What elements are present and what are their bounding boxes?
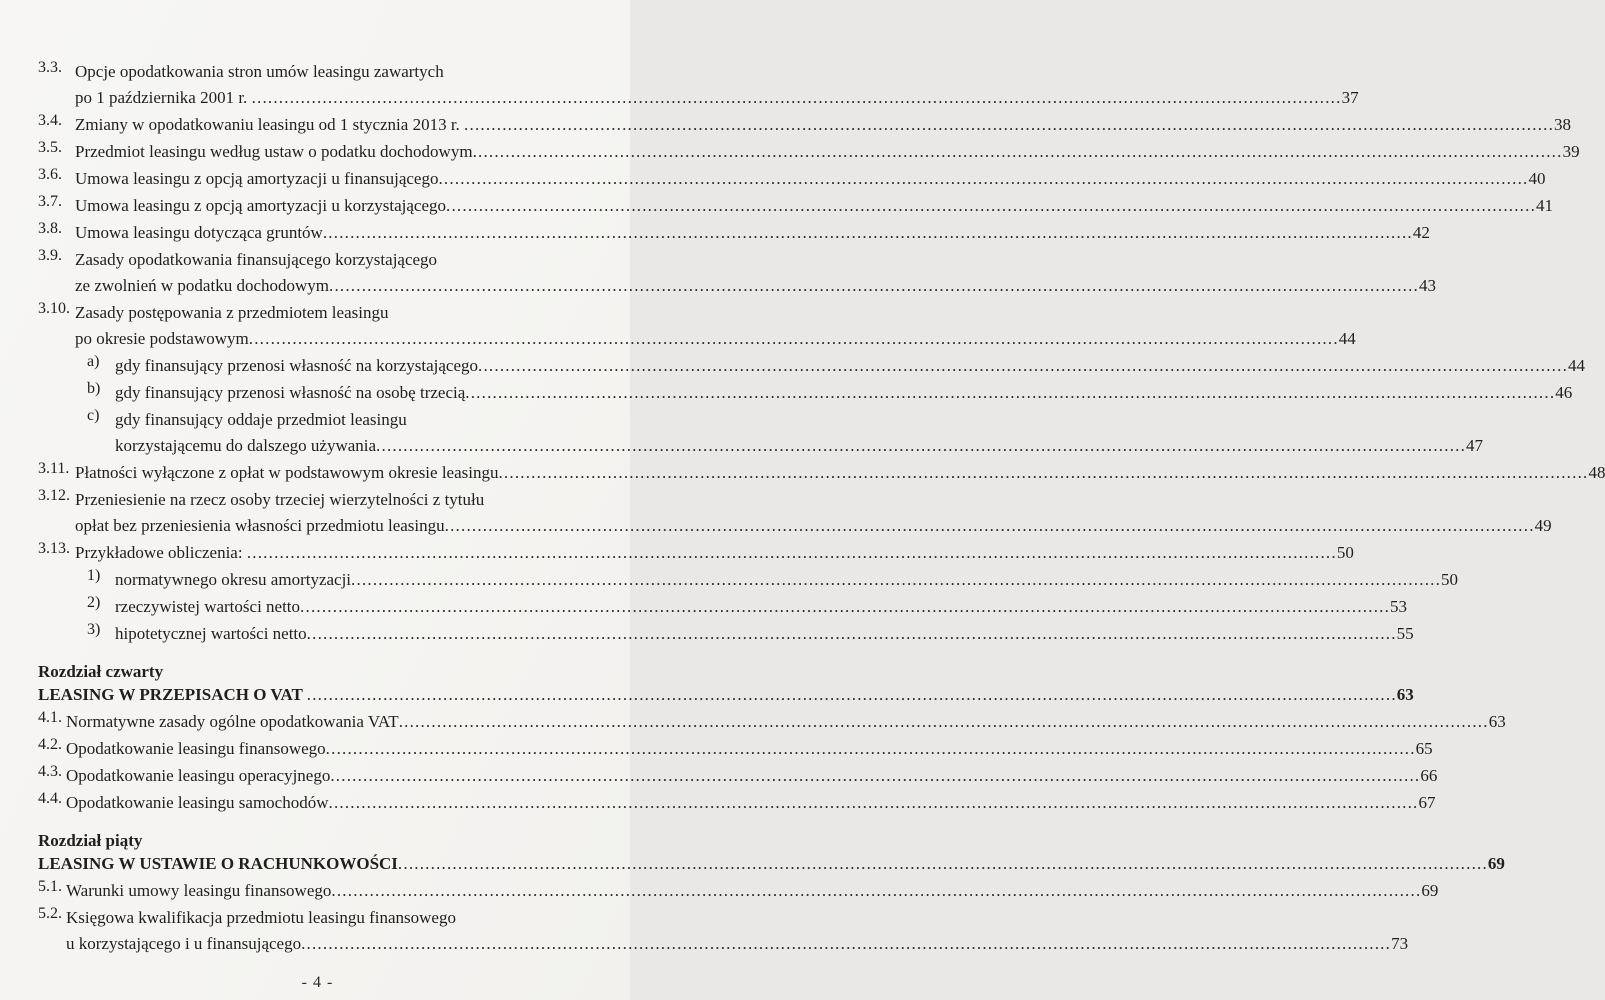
entry-number: 3.10.: [38, 300, 70, 317]
page-number: 55: [1396, 624, 1414, 643]
toc-entry: [38, 736, 1433, 762]
entry-line: Przeniesienie na rzecz osoby trzeciej wierzytelności z tytułu: [75, 490, 485, 509]
dot-leader: ........................................................................................................................................................................................................: [465, 383, 1556, 402]
entry-line: Zasady opodatkowania finansującego korzystającego: [75, 250, 438, 269]
entry-number: 3.12.: [38, 487, 70, 504]
page-number: 48: [1588, 463, 1605, 482]
dot-leader: ........................................................................................................................................................................................................: [306, 624, 1397, 643]
entry-lastline: [75, 139, 1580, 165]
toc-entry: [38, 59, 1359, 111]
page-number: 44: [1338, 329, 1356, 348]
page-number: 65: [1415, 739, 1433, 758]
chapter-label: Rozdział piąty: [38, 831, 143, 850]
entry-lastline: [75, 513, 1552, 539]
entry-lastline: [66, 878, 1439, 904]
dot-leader: ........................................................................................................................................................................................................: [306, 685, 1397, 704]
entry-text: Opodatkowanie leasingu operacyjnego: [66, 766, 331, 785]
entry-text: po 1 października 2001 r.: [75, 88, 252, 107]
entry-number: b): [87, 380, 101, 397]
toc-entry: [38, 300, 1356, 352]
entry-lastline: [75, 460, 1605, 486]
page-number: 69: [1421, 881, 1439, 900]
toc-entry: [38, 247, 1436, 299]
entry-number: 2): [87, 594, 101, 611]
chapter-title-row: [38, 852, 1505, 875]
entry-number: 3.8.: [38, 220, 62, 237]
entry-text: normatywnego okresu amortyzacji: [115, 570, 352, 589]
dot-leader: ........................................................................................................................................................................................................: [322, 223, 1413, 242]
dot-leader: ........................................................................................................................................................................................................: [330, 766, 1421, 785]
dot-leader: ........................................................................................................................................................................................................: [251, 88, 1342, 107]
dot-leader: ........................................................................................................................................................................................................: [376, 436, 1467, 455]
entry-number: a): [87, 353, 100, 370]
chapter-title-row: [38, 683, 1414, 706]
dot-leader: ........................................................................................................................................................................................................: [246, 543, 1337, 562]
toc-entry: [38, 460, 1605, 486]
entry-lastline: [115, 567, 1459, 593]
entry-line: gdy finansujący oddaje przedmiot leasingu: [115, 410, 407, 429]
entry-number: 1): [87, 567, 101, 584]
entry-number: 3.4.: [38, 112, 62, 129]
entry-body: [115, 353, 1586, 379]
entry-text: korzystającemu do dalszego używania: [115, 436, 377, 455]
entry-line: Opcje opodatkowania stron umów leasingu zawartych: [75, 62, 444, 81]
entry-text: Opodatkowanie leasingu finansowego: [66, 739, 326, 758]
entry-body: [75, 487, 1552, 539]
dot-leader: ........................................................................................................................................................................................................: [398, 712, 1489, 731]
page-number: 47: [1466, 436, 1484, 455]
entry-lastline: [115, 621, 1414, 647]
entry-lastline: [66, 709, 1506, 735]
entry-body: [75, 112, 1572, 138]
page-number: 50: [1441, 570, 1459, 589]
entry-number: 4.2.: [38, 736, 62, 753]
dot-leader: ........................................................................................................................................................................................................: [444, 516, 1535, 535]
toc-entry: [38, 763, 1438, 789]
dot-leader: ........................................................................................................................................................................................................: [300, 597, 1391, 616]
page-number: 49: [1534, 516, 1552, 535]
dot-leader: ........................................................................................................................................................................................................: [438, 169, 1529, 188]
page-number: 41: [1536, 196, 1554, 215]
entry-number: 3.9.: [38, 247, 62, 264]
toc-entry: [38, 193, 1554, 219]
dot-leader: ........................................................................................................................................................................................................: [328, 793, 1419, 812]
entry-text: gdy finansujący przenosi własność na korzystającego: [115, 356, 479, 375]
entry-body: [75, 166, 1546, 192]
page-number: 46: [1555, 383, 1573, 402]
entry-text: Normatywne zasady ogólne opodatkowania VAT: [66, 712, 399, 731]
toc-entry: [38, 567, 1459, 593]
entry-lastline: [75, 273, 1436, 299]
dot-leader: ........................................................................................................................................................................................................: [464, 115, 1555, 134]
toc-entry: [38, 709, 1506, 735]
toc-entry: [38, 621, 1414, 647]
toc-entry: [38, 594, 1408, 620]
entry-body: [115, 567, 1459, 593]
chapter-page-number: 63: [1396, 685, 1414, 704]
entry-lastline: [75, 540, 1354, 566]
page-number: 63: [1488, 712, 1506, 731]
entry-body: [66, 736, 1433, 762]
entry-body: [75, 540, 1354, 566]
entry-body: [75, 300, 1356, 352]
entry-body: [66, 905, 1409, 957]
entry-body: [66, 878, 1439, 904]
toc-entry: [38, 407, 1484, 459]
toc-entry: [38, 353, 1586, 379]
toc-entry: [38, 878, 1439, 904]
page-footer: - 4 -: [301, 974, 334, 991]
entry-body: [75, 139, 1580, 165]
entry-body: [66, 709, 1506, 735]
entry-body: [115, 594, 1408, 620]
dot-leader: ........................................................................................................................................................................................................: [325, 739, 1416, 758]
entry-body: [75, 460, 1605, 486]
toc-entry: [38, 905, 1409, 957]
entry-lastline: [66, 790, 1436, 816]
dot-leader: ........................................................................................................................................................................................................: [331, 881, 1422, 900]
entry-lastline: [66, 736, 1433, 762]
entry-lastline: [115, 594, 1408, 620]
entry-line: Zasady postępowania z przedmiotem leasingu: [75, 303, 389, 322]
entry-line: Księgowa kwalifikacja przedmiotu leasingu finansowego: [66, 908, 456, 927]
entry-lastline: [75, 326, 1356, 352]
entry-number: 3.6.: [38, 166, 62, 183]
page-number: 67: [1418, 793, 1436, 812]
entry-text: Zmiany w opodatkowaniu leasingu od 1 stycznia 2013 r.: [75, 115, 465, 134]
entry-body: [115, 380, 1573, 406]
entry-number: 4.4.: [38, 790, 62, 807]
entry-text: Przykładowe obliczenia:: [75, 543, 247, 562]
page-number: 42: [1412, 223, 1430, 242]
entry-text: ze zwolnień w podatku dochodowym: [75, 276, 329, 295]
entry-number: 4.1.: [38, 709, 62, 726]
page-number: 50: [1336, 543, 1354, 562]
page-number: 53: [1390, 597, 1408, 616]
entry-number: 3.11.: [38, 460, 70, 477]
entry-number: 3.13.: [38, 540, 70, 557]
page-number: 73: [1391, 934, 1409, 953]
entry-lastline: [115, 353, 1586, 379]
entry-text: Opodatkowanie leasingu samochodów: [66, 793, 329, 812]
entry-text: opłat bez przeniesienia własności przedmiotu leasingu: [75, 516, 445, 535]
toc-entry: [38, 487, 1552, 539]
entry-lastline: [75, 220, 1430, 246]
dot-leader: ........................................................................................................................................................................................................: [397, 854, 1488, 873]
entry-lastline: [75, 85, 1359, 111]
entry-body: [115, 621, 1414, 647]
dot-leader: ........................................................................................................................................................................................................: [498, 463, 1589, 482]
chapter-title: LEASING W PRZEPISACH O VAT: [38, 685, 307, 704]
dot-leader: ........................................................................................................................................................................................................: [301, 934, 1392, 953]
entry-lastline: [75, 193, 1554, 219]
chapter-title: LEASING W USTAWIE O RACHUNKOWOŚCI: [38, 854, 398, 873]
toc-entry: [38, 166, 1546, 192]
entry-lastline: [66, 763, 1438, 789]
page-number: 38: [1554, 115, 1572, 134]
entry-text: rzeczywistej wartości netto: [115, 597, 301, 616]
entry-text: Przedmiot leasingu według ustaw o podatku dochodowym: [75, 142, 473, 161]
toc-chapter: [38, 660, 1414, 706]
entry-body: [115, 407, 1484, 459]
toc-entry: [38, 220, 1430, 246]
entry-lastline: [75, 112, 1572, 138]
entry-lastline: [75, 166, 1546, 192]
page-number: 43: [1419, 276, 1436, 295]
page-number: 39: [1562, 142, 1580, 161]
chapter-page-number: 69: [1487, 854, 1505, 873]
entry-body: [75, 247, 1436, 299]
entry-number: c): [87, 407, 100, 424]
entry-lastline: [66, 931, 1409, 957]
entry-text: gdy finansujący przenosi własność na osobę trzecią: [115, 383, 466, 402]
entry-body: [75, 59, 1359, 111]
toc-entry: [38, 790, 1436, 816]
entry-lastline: [115, 380, 1573, 406]
toc-chapter: [38, 829, 1505, 875]
entry-number: 4.3.: [38, 763, 62, 780]
toc-list: [38, 59, 1605, 957]
entry-text: Umowa leasingu dotycząca gruntów: [75, 223, 323, 242]
entry-text: Umowa leasingu z opcją amortyzacji u korzystającego: [75, 196, 447, 215]
dot-leader: ........................................................................................................................................................................................................: [329, 276, 1419, 295]
dot-leader: ........................................................................................................................................................................................................: [478, 356, 1569, 375]
entry-body: [66, 763, 1438, 789]
entry-number: 5.1.: [38, 878, 62, 895]
entry-number: 3): [87, 621, 101, 638]
entry-number: 3.5.: [38, 139, 62, 156]
entry-body: [75, 220, 1430, 246]
entry-text: u korzystającego i u finansującego: [66, 934, 302, 953]
toc-entry: [38, 540, 1354, 566]
entry-text: Warunki umowy leasingu finansowego: [66, 881, 332, 900]
chapter-label: Rozdział czwarty: [38, 662, 164, 681]
page-number: 40: [1528, 169, 1546, 188]
entry-body: [75, 193, 1554, 219]
dot-leader: ........................................................................................................................................................................................................: [446, 196, 1537, 215]
entry-number: 5.2.: [38, 905, 62, 922]
toc-entry: [38, 380, 1573, 406]
page-number: 66: [1420, 766, 1438, 785]
page-number: 37: [1341, 88, 1359, 107]
entry-lastline: [115, 433, 1484, 459]
entry-text: hipotetycznej wartości netto: [115, 624, 307, 643]
entry-number: 3.7.: [38, 193, 62, 210]
toc-entry: [38, 139, 1580, 165]
entry-body: [66, 790, 1436, 816]
entry-text: Płatności wyłączone z opłat w podstawowym okresie leasingu: [75, 463, 499, 482]
entry-text: po okresie podstawowym: [75, 329, 249, 348]
dot-leader: ........................................................................................................................................................................................................: [472, 142, 1563, 161]
entry-number: 3.3.: [38, 59, 62, 76]
toc-entry: [38, 112, 1572, 138]
dot-leader: ........................................................................................................................................................................................................: [248, 329, 1339, 348]
page-number: 44: [1568, 356, 1586, 375]
entry-text: Umowa leasingu z opcją amortyzacji u finansującego: [75, 169, 439, 188]
dot-leader: ........................................................................................................................................................................................................: [351, 570, 1442, 589]
